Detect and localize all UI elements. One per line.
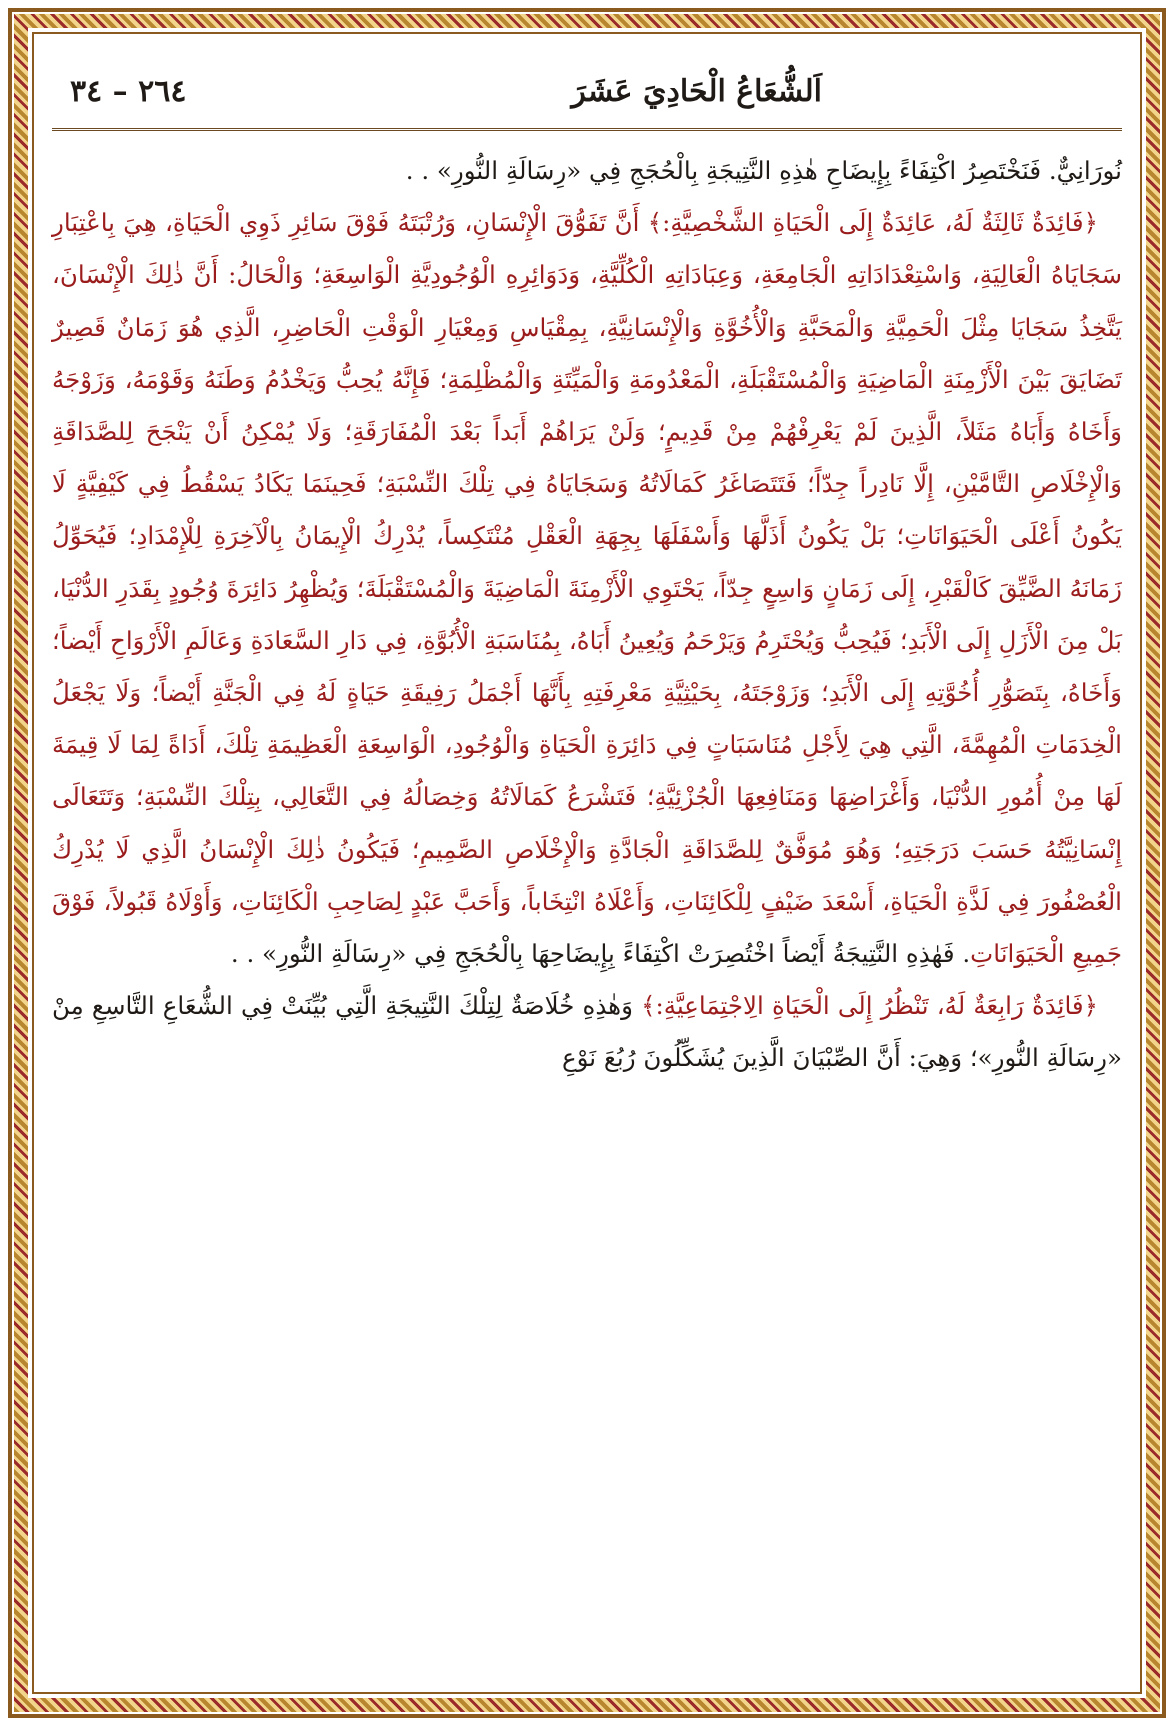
paragraph-2-heading: ﴿فَائِدَةٌ ثَالِثَةٌ لَهُ، عَائِدَةٌ إِلَى الْحَيَاةِ الشَّخْصِيَّةِ:﴾ <box>639 208 1098 238</box>
paragraph-2 <box>52 197 1122 980</box>
paragraph-1-run-1: نُورَانِيٌّ. فَنَخْتَصِرُ اكْتِفَاءً بِإِيضَاحِ هٰذِهِ النَّتِيجَةِ بِالْحُجَجِ فِي «رِسَالَةِ النُّورِ» . . <box>405 156 1122 185</box>
paragraph-3-body: وَهٰذِهِ خُلَاصَةٌ لِتِلْكَ النَّتِيجَةِ الَّتِي بُيِّنَتْ فِي الشُّعَاعِ التَّاسِعِ مِنْ «رِسَالَةِ النُّورِ»؛ وَهِيَ: أَنَّ الصِّبْيَانَ الَّذِينَ يُشَكِّلُونَ رُبُعَ نَوْعِ <box>52 991 1122 1073</box>
chapter-title: اَلشُّعَاعُ الْحَادِيَ عَشَرَ <box>571 74 822 109</box>
paragraph-2-closing: . فَهٰذِهِ النَّتِيجَةُ أَيْضاً اخْتُصِرَتْ اكْتِفَاءً بِإِيضَاحِهَا بِالْحُجَجِ فِي «رِسَالَةِ النُّورِ» . . <box>230 939 971 969</box>
paragraph-3 <box>52 980 1122 1084</box>
paragraph-2-body: أَنَّ تَفَوُّقَ الْإِنْسَانِ، وَرُتْبَتَهُ فَوْقَ سَائِرِ ذَوِي الْحَيَاةِ، هِيَ بِاعْتِبَارِ سَجَايَاهُ الْعَالِيَةِ، وَاسْتِعْدَادَاتِهِ الْجَامِعَةِ، وَعِبَادَاتِهِ الْكُلِّيَّةِ، وَدَوَائِرِهِ الْوُجُودِيَّةِ الْوَاسِعَةِ؛ وَالْحَالُ: أَنَّ ذٰلِكَ الْإِنْسَانَ، يَتَّخِذُ سَجَايَا مِثْلَ الْحَمِيَّةِ وَالْمَحَبَّةِ وَالْأُخُوَّةِ وَالْإِنْسَانِيَّةِ، بِمِقْيَاسِ وَمِعْيَارِ الْوَقْتِ الْحَاضِرِ، الَّذِي هُوَ زَمَانٌ قَصِيرٌ تَضَايَقَ بَيْنَ الْأَزْمِنَةِ الْمَاضِيَةِ وَالْمُسْتَقْبَلَةِ، الْمَعْدُومَةِ وَالْمَيِّتَةِ وَالْمُظْلِمَةِ؛ فَإِنَّهُ يُحِبُّ وَيَخْدُمُ وَطَنَهُ وَقَوْمَهُ، وَزَوْجَهُ وَأَخَاهُ وَأَبَاهُ مَثَلاً، الَّذِينَ لَمْ يَعْرِفْهُمْ مِنْ قَدِيمٍ؛ وَلَنْ يَرَاهُمْ أَبَداً بَعْدَ الْمُفَارَقَةِ؛ وَلَا يُمْكِنُ أَنْ يَنْجَحَ لِلصَّدَاقَةِ وَالْإِخْلَاصِ التَّامَّيْنِ، إِلَّا نَادِراً جِدّاً؛ فَتَتَصَاغَرُ كَمَالَاتُهُ وَسَجَايَاهُ فِي تِلْكَ النِّسْبَةِ؛ فَحِينَمَا يَكَادُ يَسْقُطُ فِي كَيْفِيَّةٍ لَا يَكُونُ أَعْلَى الْحَيَوَانَاتِ؛ بَلْ يَكُونُ أَذَلَّهَا وَأَسْفَلَهَا بِجِهَةِ الْعَقْلِ مُنْتَكِساً، يُدْرِكُ الْإِيمَانُ بِالْآخِرَةِ لِلْإِمْدَادِ؛ فَيُحَوِّلُ زَمَانَهُ الضَّيِّقَ كَالْقَبْرِ، إِلَى زَمَانٍ وَاسِعٍ جِدّاً، يَحْتَوِي الْأَزْمِنَةَ الْمَاضِيَةَ وَالْمُسْتَقْبَلَةَ؛ وَيُظْهِرُ دَائِرَةَ وُجُودٍ بِقَدَرِ الدُّنْيَا، بَلْ مِنَ الْأَزَلِ إِلَى الْأَبَدِ؛ فَيُحِبُّ وَيُحْتَرِمُ وَيَرْحَمُ وَيُعِينُ أَبَاهُ، بِمُنَاسَبَةِ الْأُبُوَّةِ، فِي دَارِ السَّعَادَةِ وَعَالَمِ الْأَرْوَاحِ أَيْضاً؛ وَأَخَاهُ، بِتَصَوُّرِ أُخُوَّتِهِ إِلَى الْأَبَدِ؛ وَزَوْجَتَهُ، بِحَيْثِيَّةِ مَعْرِفَتِهِ بِأَنَّهَا أَجْمَلُ رَفِيقَةِ حَيَاةٍ لَهُ فِي الْجَنَّةِ أَيْضاً؛ وَلَا يَجْعَلُ الْخِدَمَاتِ الْمُهِمَّةَ، الَّتِي هِيَ لِأَجْلِ مُنَاسَبَاتٍ فِي دَائِرَةِ الْحَيَاةِ وَالْوُجُودِ، الْوَاسِعَةِ الْعَظِيمَةِ تِلْكَ، أَدَاةً لِمَا لَا قِيمَةَ لَهَا مِنْ أُمُورِ الدُّنْيَا، وَأَغْرَاضِهَا وَمَنَافِعِهَا الْجُزْئِيَّةِ؛ فَتَشْرَعُ كَمَالَاتُهُ وَخِصَالُهُ فِي التَّعَالِي، بِتِلْكَ النِّسْبَةِ؛ وَتَتَعَالَى إِنْسَانِيَّتُهُ حَسَبَ دَرَجَتِهِ؛ وَهُوَ مُوَفَّقٌ لِلصَّدَاقَةِ الْجَادَّةِ وَالْإِخْلَاصِ الصَّمِيمِ؛ فَيَكُونُ ذٰلِكَ الْإِنْسَانُ الَّذِي لَا يُدْرِكُ الْعُصْفُورَ فِي لَذَّةِ الْحَيَاةِ، أَسْعَدَ ضَيْفٍ لِلْكَائِنَاتِ، وَأَعْلَاهُ انْتِخَاباً، وَأَحَبَّ عَبْدٍ لِصَاحِبِ الْكَائِنَاتِ، وَأَوْلَاهُ قَبُولاً، فَوْقَ جَمِيعِ الْحَيَوَانَاتِ <box>52 208 1122 969</box>
body-text <box>52 145 1122 1085</box>
paragraph-3-heading: ﴿فَائِدَةٌ رَابِعَةٌ لَهُ، تَنْظُرُ إِلَى الْحَيَاةِ الِاجْتِمَاعِيَّةِ:﴾ <box>632 991 1098 1021</box>
paragraph-1 <box>52 145 1122 197</box>
page-header <box>52 70 1122 131</box>
page-number: ٢٦٤ – ٣٤ <box>70 74 187 109</box>
page-content <box>52 70 1122 1670</box>
